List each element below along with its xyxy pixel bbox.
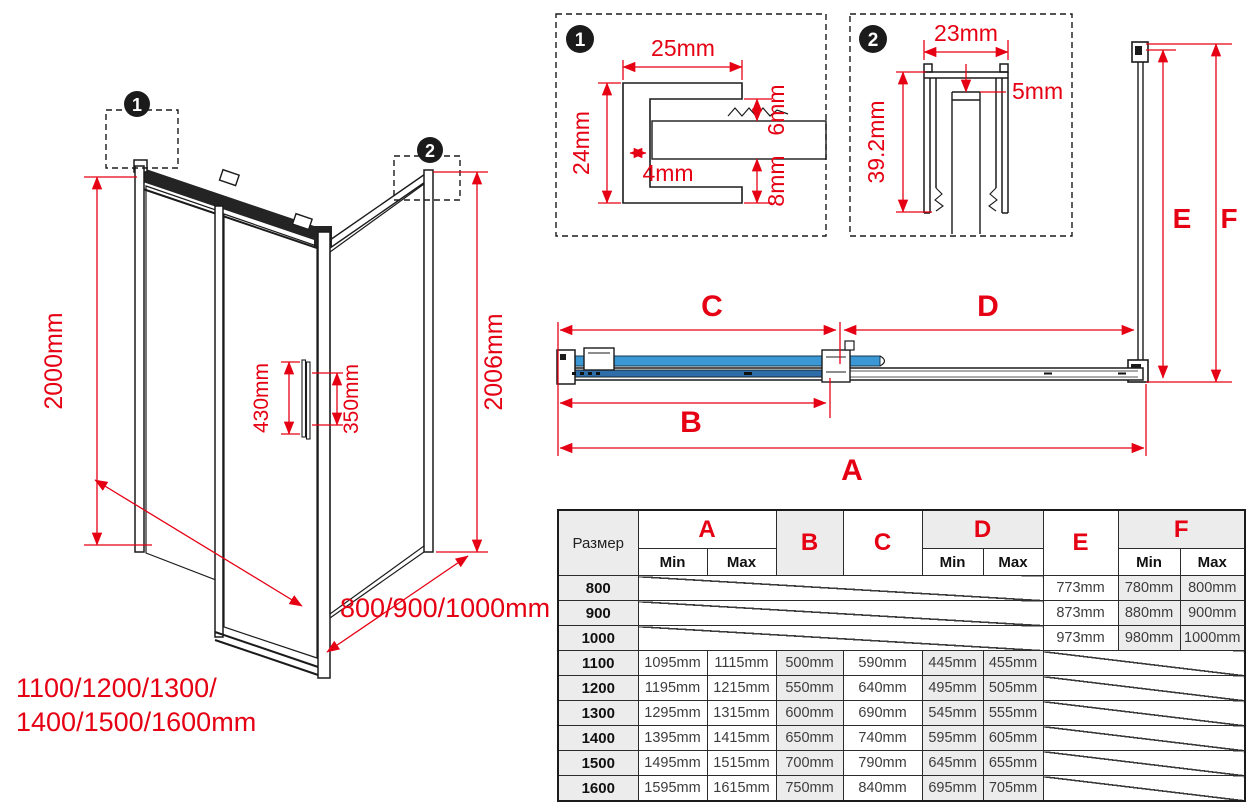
struck-cells-e-to-f: [1043, 776, 1245, 802]
size-column-header: Размер: [558, 510, 638, 576]
cell-f-max: 900mm: [1180, 601, 1245, 626]
cell-a-min: 1495mm: [638, 751, 707, 776]
cell-c: 840mm: [843, 776, 922, 802]
cell-f-min: 780mm: [1118, 576, 1180, 601]
row-size-label: 1300: [558, 701, 638, 726]
table-row: [558, 651, 1245, 676]
door-hook: [880, 356, 885, 366]
struck-cells-a-to-d: [638, 626, 1043, 651]
column-header-a: A: [638, 510, 776, 549]
column-header-e: E: [1043, 510, 1118, 576]
door-stile: [215, 206, 223, 637]
cell-b: 750mm: [776, 776, 843, 802]
table-row: [558, 576, 1245, 601]
profile1-gap-top-dim: 6mm: [763, 84, 789, 136]
dim-label-b: B: [680, 406, 702, 439]
dim-label-a: A: [841, 454, 863, 487]
d-max-header: Max: [983, 549, 1043, 576]
row-size-label: 1200: [558, 676, 638, 701]
table-row: [558, 751, 1245, 776]
cell-c: 590mm: [843, 651, 922, 676]
f-max-header: Max: [1180, 549, 1245, 576]
cell-f-min: 980mm: [1118, 626, 1180, 651]
size-table-body: [558, 576, 1245, 802]
cell-c: 690mm: [843, 701, 922, 726]
cell-a-max: 1315mm: [707, 701, 776, 726]
f-min-header: Min: [1118, 549, 1180, 576]
profile-detail-2: [850, 14, 1072, 236]
cell-d-max: 555mm: [983, 701, 1043, 726]
cell-d-max: 705mm: [983, 776, 1043, 802]
side-width-dim: 800/900/1000mm: [340, 593, 551, 623]
detail-marker-1: [106, 91, 178, 168]
profile1-wall-dim: 4mm: [642, 160, 694, 186]
struck-cells-e-to-f: [1043, 701, 1245, 726]
cell-e: 773mm: [1043, 576, 1118, 601]
cell-d-min: 695mm: [922, 776, 983, 802]
cell-d-min: 645mm: [922, 751, 983, 776]
row-size-label: 1600: [558, 776, 638, 802]
cell-a-min: 1095mm: [638, 651, 707, 676]
plan-view: [557, 290, 1146, 487]
cell-a-max: 1515mm: [707, 751, 776, 776]
isometric-shower-drawing: [0, 0, 551, 800]
fixed-glass-panel: [146, 186, 216, 580]
cell-a-min: 1195mm: [638, 676, 707, 701]
row-size-label: 1100: [558, 651, 638, 676]
cell-a-min: 1395mm: [638, 726, 707, 751]
cell-b: 500mm: [776, 651, 843, 676]
glass-section: [652, 121, 826, 159]
table-row: [558, 726, 1245, 751]
cell-a-max: 1415mm: [707, 726, 776, 751]
table-row: [558, 701, 1245, 726]
cell-d-max: 455mm: [983, 651, 1043, 676]
profile1-width-dim: 25mm: [651, 35, 715, 61]
dim-label-c: C: [701, 290, 723, 323]
cell-b: 550mm: [776, 676, 843, 701]
d-min-header: Min: [922, 549, 983, 576]
profile1-gap-bottom-dim: 8mm: [763, 155, 789, 207]
struck-cells-e-to-f: [1043, 751, 1245, 776]
dim-label-e: E: [1172, 203, 1192, 234]
cell-d-min: 545mm: [922, 701, 983, 726]
marker-2-number: 2: [424, 141, 436, 161]
marker-1-number: 1: [131, 95, 143, 115]
a-min-header: Min: [638, 549, 707, 576]
struck-cells-e-to-f: [1043, 676, 1245, 701]
iso-dimensions: [16, 172, 550, 737]
dim-label-d: D: [977, 290, 999, 323]
column-header-b: B: [776, 510, 843, 576]
profile1-height-dim: 24mm: [568, 111, 594, 175]
cell-d-max: 505mm: [983, 676, 1043, 701]
cell-a-max: 1115mm: [707, 651, 776, 676]
profile2-gap-dim: 5mm: [1012, 78, 1064, 104]
cell-d-max: 655mm: [983, 751, 1043, 776]
cell-d-min: 595mm: [922, 726, 983, 751]
door-handle: [302, 360, 310, 439]
row-size-label: 1500: [558, 751, 638, 776]
handle-outer-dim: 430mm: [250, 362, 273, 434]
table-row: [558, 601, 1245, 626]
front-width-dim-line2: 1400/1500/1600mm: [16, 707, 257, 737]
wall-profile-left: [135, 166, 144, 552]
marker-1-number: 1: [574, 30, 586, 51]
table-row: [558, 626, 1245, 651]
column-header-c: C: [843, 510, 922, 576]
profile2-height-dim: 39.2mm: [863, 100, 889, 184]
profile2-width-dim: 23mm: [934, 20, 998, 46]
corner-post: [318, 232, 330, 678]
profile-detail-1: [556, 14, 826, 236]
fixed-glass-plan: [562, 370, 838, 377]
cell-c: 790mm: [843, 751, 922, 776]
side-panel-elevation: [1128, 42, 1238, 382]
cell-a-min: 1595mm: [638, 776, 707, 802]
column-header-d: D: [922, 510, 1043, 549]
a-max-header: Max: [707, 549, 776, 576]
table-row: [558, 676, 1245, 701]
cell-f-min: 880mm: [1118, 601, 1180, 626]
row-size-label: 1000: [558, 626, 638, 651]
roller-block: [219, 170, 239, 186]
row-size-label: 900: [558, 601, 638, 626]
row-size-label: 800: [558, 576, 638, 601]
struck-cells-a-to-d: [638, 576, 1043, 601]
cell-f-max: 1000mm: [1180, 626, 1245, 651]
height-left-dim: 2000mm: [40, 312, 68, 410]
size-spec-table: [557, 509, 1246, 802]
cell-a-max: 1215mm: [707, 676, 776, 701]
column-header-f: F: [1118, 510, 1245, 549]
table-row: [558, 776, 1245, 802]
dim-label-f: F: [1220, 203, 1238, 234]
row-size-label: 1400: [558, 726, 638, 751]
cell-d-min: 495mm: [922, 676, 983, 701]
cell-a-max: 1615mm: [707, 776, 776, 802]
struck-cells-a-to-d: [638, 601, 1043, 626]
struck-cells-e-to-f: [1043, 726, 1245, 751]
profile-and-plan-drawings: [540, 0, 1250, 500]
height-right-dim: 2006mm: [480, 313, 508, 411]
front-width-dim-line1: 1100/1200/1300/: [16, 673, 217, 703]
cell-b: 600mm: [776, 701, 843, 726]
cell-a-min: 1295mm: [638, 701, 707, 726]
cell-e: 873mm: [1043, 601, 1118, 626]
cell-b: 700mm: [776, 751, 843, 776]
cell-c: 740mm: [843, 726, 922, 751]
marker-2-number: 2: [867, 30, 879, 51]
cell-f-max: 800mm: [1180, 576, 1245, 601]
handle-inner-dim: 350mm: [340, 363, 363, 435]
cell-d-max: 605mm: [983, 726, 1043, 751]
cell-d-min: 445mm: [922, 651, 983, 676]
struck-cells-e-to-f: [1043, 651, 1245, 676]
glass-section: [952, 92, 980, 234]
wall-profile-right: [424, 170, 433, 552]
cell-c: 640mm: [843, 676, 922, 701]
cell-b: 650mm: [776, 726, 843, 751]
cell-e: 973mm: [1043, 626, 1118, 651]
